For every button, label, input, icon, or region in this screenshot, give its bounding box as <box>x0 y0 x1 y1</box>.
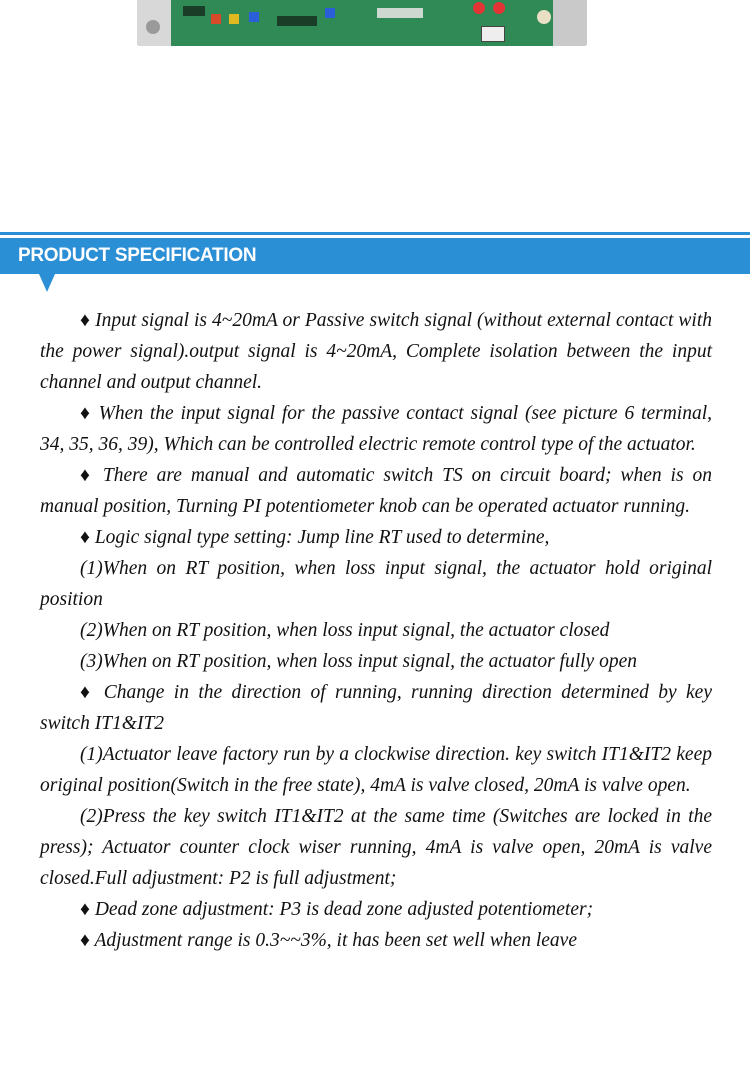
spec-paragraph: (1)When on RT position, when loss input signal, the actuator hold original position <box>40 558 712 610</box>
spec-paragraph: ♦ Change in the direction of running, running direction determined by key switch IT1&IT2 <box>40 682 712 734</box>
banner-tip-icon <box>39 274 55 292</box>
spec-paragraph: ♦ When the input signal for the passive contact signal (see picture 6 terminal, 34, 35, 36, 39), Which can be controlled electric remote control type of the actuator. <box>40 403 712 455</box>
section-title: PRODUCT SPECIFICATION <box>18 245 257 266</box>
board-component <box>325 8 335 18</box>
board-component <box>211 14 221 24</box>
board-chip <box>183 6 205 16</box>
board-chip <box>377 8 423 18</box>
board-component <box>537 10 551 24</box>
spec-paragraph: ♦ Adjustment range is 0.3~~3%, it has been set well when leave <box>80 930 577 951</box>
spec-paragraph: (2)When on RT position, when loss input signal, the actuator closed <box>80 620 610 641</box>
header-stripe <box>0 232 750 235</box>
board-component <box>249 12 259 22</box>
spec-paragraph: ♦ Logic signal type setting: Jump line RT used to determine, <box>80 527 550 548</box>
section-banner <box>0 238 750 274</box>
circuit-board-photo <box>137 0 587 46</box>
spec-paragraph: (1)Actuator leave factory run by a clockwise direction. key switch IT1&IT2 keep original position(Switch in the free state), 4mA is valve closed, 20mA is valve open. <box>40 744 712 796</box>
mounting-bracket <box>553 0 587 46</box>
board-chip <box>277 16 317 26</box>
terminal-block <box>137 0 171 46</box>
spec-paragraph: ♦ Dead zone adjustment: P3 is dead zone adjusted potentiometer; <box>80 899 594 920</box>
spec-paragraph: (3)When on RT position, when loss input signal, the actuator fully open <box>80 651 637 672</box>
spec-paragraph: ♦ There are manual and automatic switch TS on circuit board; when is on manual position, Turning PI potentiometer knob can be operated actuator running. <box>40 465 712 517</box>
red-led-icon <box>473 2 485 14</box>
board-switch <box>481 26 505 42</box>
spec-text <box>40 305 712 956</box>
red-led-icon <box>493 2 505 14</box>
spec-paragraph: (2)Press the key switch IT1&IT2 at the same time (Switches are locked in the press); Actuator counter clock wiser running, 4mA is valve open, 20mA is valve closed.Full adjustment: P2 is full adjustment; <box>40 806 712 889</box>
spec-paragraph: ♦ Input signal is 4~20mA or Passive switch signal (without external contact with the power signal).output signal is 4~20mA, Complete isolation between the input channel and output channel. <box>40 310 712 393</box>
board-component <box>229 14 239 24</box>
